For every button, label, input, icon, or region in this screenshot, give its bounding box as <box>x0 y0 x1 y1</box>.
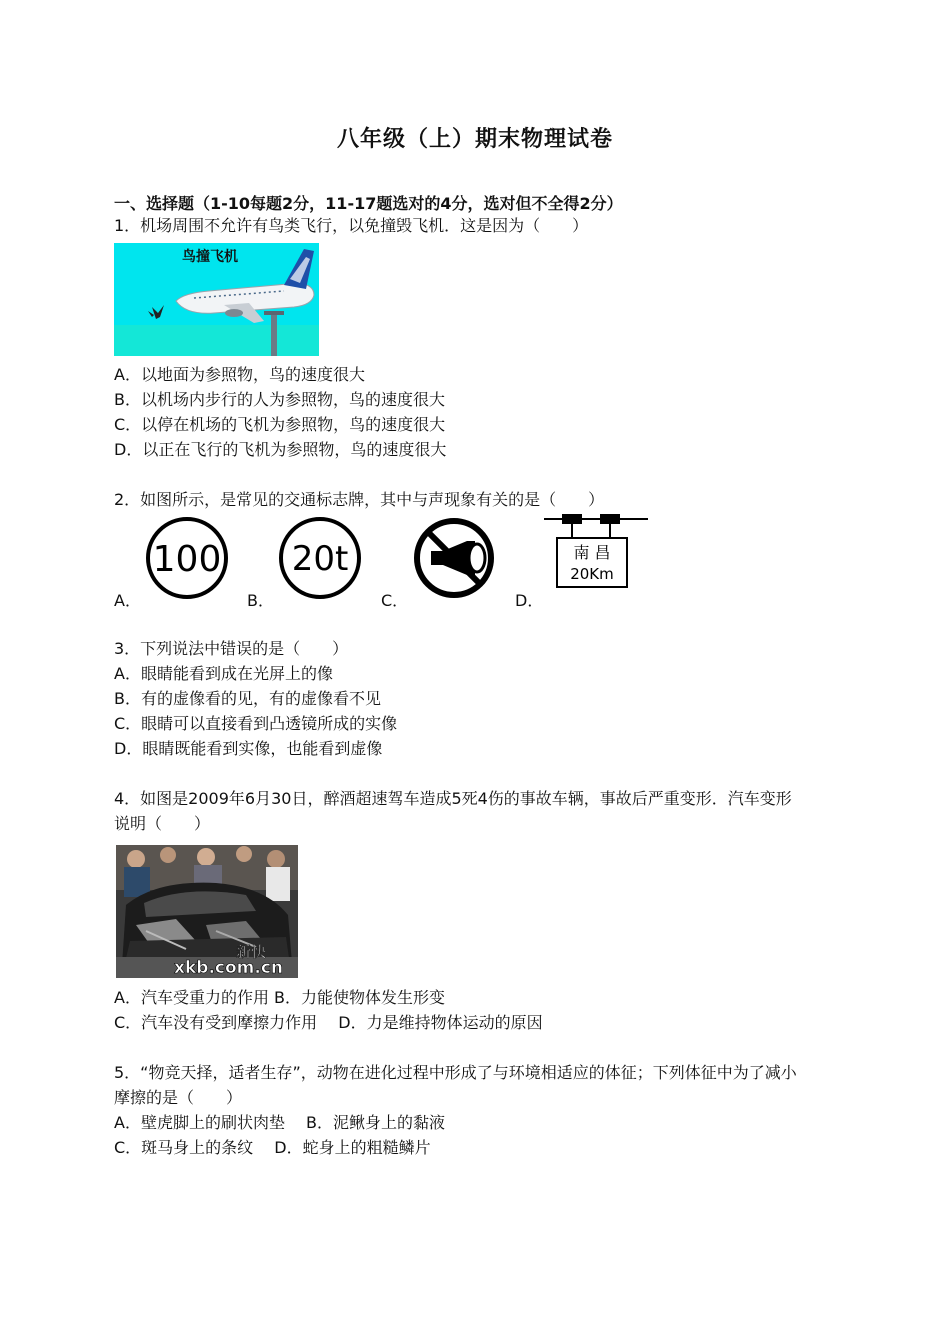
sign-a-label: A． <box>114 591 141 610</box>
q1-option-c: C．以停在机场的飞机为参照物，鸟的速度很大 <box>114 415 446 434</box>
q3-option-d: D．眼睛既能看到实像，也能看到虚像 <box>114 739 383 758</box>
q1-stem: 1．机场周围不允许有鸟类飞行，以免撞毁飞机．这是因为（ ） <box>114 216 589 235</box>
q5-stem-line2: 摩擦的是（ ） <box>114 1088 243 1107</box>
q5-options-line1: A．壁虎脚上的刷状肉垫 B．泥鳅身上的黏液 <box>114 1113 446 1132</box>
weight-limit-text: 20t <box>291 539 349 579</box>
bird-strike-image <box>114 243 319 356</box>
q4-stem-line2: 说明（ ） <box>114 814 211 833</box>
speed-limit-sign <box>144 515 230 605</box>
q2-stem: 2．如图所示，是常见的交通标志牌，其中与声现象有关的是（ ） <box>114 490 605 509</box>
sign-b-label: B． <box>247 591 274 610</box>
q4-options-line1: A．汽车受重力的作用 B．力能使物体发生形变 <box>114 988 446 1007</box>
q1-option-a: A．以地面为参照物，鸟的速度很大 <box>114 365 365 384</box>
page-title: 八年级（上）期末物理试卷 <box>336 127 613 152</box>
photo-watermark-site: xkb.com.cn <box>174 958 284 978</box>
q3-option-c: C．眼睛可以直接看到凸透镜所成的实像 <box>114 714 398 733</box>
q5-stem-line1: 5．“物竞天择，适者生存”，动物在进化过程中形成了与环境相适应的体征；下列体征中为了减小 <box>114 1063 797 1082</box>
image-caption: 鸟撞飞机 <box>182 249 238 265</box>
weight-limit-sign <box>277 515 363 605</box>
sign-city-text: 南 昌 <box>573 543 611 562</box>
q1-option-b: B．以机场内步行的人为参照物，鸟的速度很大 <box>114 390 445 409</box>
photo-watermark: 新快 <box>236 943 267 961</box>
q3-option-b: B．有的虚像看的见，有的虚像看不见 <box>114 689 381 708</box>
no-horn-icon <box>411 515 497 605</box>
q1-option-d: D．以正在飞行的飞机为参照物，鸟的速度很大 <box>114 440 447 459</box>
section-heading: 一、选择题（1-10每题2分，11-17题选对的4分，选对但不全得2分） <box>114 194 623 213</box>
q3-option-a: A．眼睛能看到成在光屏上的像 <box>114 664 333 683</box>
q3-stem: 3．下列说法中错误的是（ ） <box>114 639 349 658</box>
speed-limit-text: 100 <box>152 539 222 580</box>
sign-d-label: D． <box>515 591 544 610</box>
sign-c-label: C． <box>381 591 409 610</box>
sign-distance-text: 20Km <box>570 565 614 583</box>
q4-options-line2: C．汽车没有受到摩擦力作用 D．力是维持物体运动的原因 <box>114 1013 543 1032</box>
q5-options-line2: C．斑马身上的条纹 D．蛇身上的粗糙鳞片 <box>114 1138 431 1157</box>
distance-sign <box>544 512 648 596</box>
q4-stem-line1: 4．如图是2009年6月30日，醉酒超速驾车造成5死4伤的事故车辆，事故后严重变形．汽车变形 <box>114 789 792 808</box>
accident-car-photo <box>116 845 298 978</box>
